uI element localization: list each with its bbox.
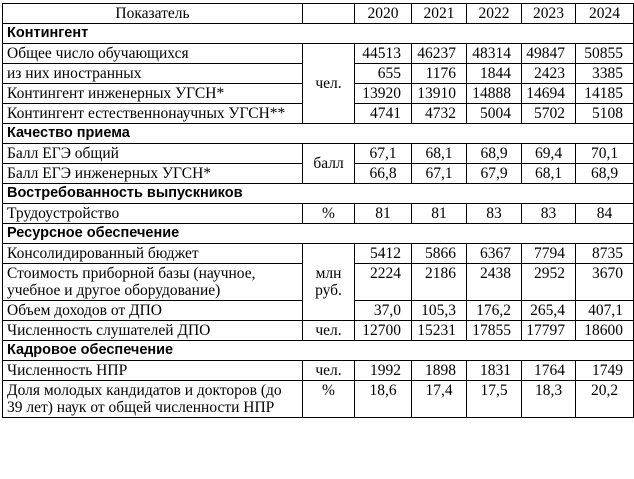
value-cell: 83 (522, 204, 576, 224)
value-cell: 5702 (522, 104, 576, 124)
unit-cell: млн руб. (303, 244, 355, 321)
section-title: Кадровое обеспечение (3, 341, 634, 361)
indicators-table (2, 3, 634, 418)
value-cell: 48314 (467, 44, 522, 64)
row-label: Контингент инженерных УГСН* (3, 84, 303, 104)
section-row (3, 24, 634, 44)
value-cell: 68,1 (412, 144, 467, 164)
value-cell: 44513 (355, 44, 412, 64)
value-cell: 15231 (412, 321, 467, 341)
value-cell: 4741 (355, 104, 412, 124)
value-cell: 67,9 (467, 164, 522, 184)
value-cell: 17855 (467, 321, 522, 341)
value-cell: 67,1 (355, 144, 412, 164)
value-cell: 14888 (467, 84, 522, 104)
table-row (3, 321, 634, 341)
value-cell: 70,1 (576, 144, 634, 164)
value-cell: 13910 (412, 84, 467, 104)
value-cell: 84 (576, 204, 634, 224)
row-label: Контингент естественнонаучных УГСН** (3, 104, 303, 124)
header-year-2024: 2024 (576, 4, 634, 24)
value-cell: 49847 (522, 44, 576, 64)
table-row (3, 361, 634, 381)
unit-cell: % (303, 381, 355, 418)
row-label: Доля молодых кандидатов и докторов (до 39 лет) наук от общей численности НПР (3, 381, 303, 418)
value-cell: 5108 (576, 104, 634, 124)
value-cell: 3385 (576, 64, 634, 84)
value-cell: 67,1 (412, 164, 467, 184)
value-cell: 1176 (412, 64, 467, 84)
header-year-2022: 2022 (467, 4, 522, 24)
table-row (3, 44, 634, 64)
value-cell: 5866 (412, 244, 467, 264)
value-cell: 18,6 (355, 381, 412, 418)
value-cell: 2423 (522, 64, 576, 84)
value-cell: 17,4 (412, 381, 467, 418)
row-label: Стоимость приборной базы (научное, учебное и другое оборудование) (3, 264, 303, 301)
table-row (3, 204, 634, 224)
section-row (3, 224, 634, 244)
row-label: Консолидированный бюджет (3, 244, 303, 264)
value-cell: 68,9 (467, 144, 522, 164)
value-cell: 1749 (576, 361, 634, 381)
value-cell: 69,4 (522, 144, 576, 164)
section-row (3, 184, 634, 204)
table-row (3, 144, 634, 164)
value-cell: 50855 (576, 44, 634, 64)
row-label: из них иностранных (3, 64, 303, 84)
value-cell: 12700 (355, 321, 412, 341)
value-cell: 655 (355, 64, 412, 84)
table-row (3, 244, 634, 264)
value-cell: 1764 (522, 361, 576, 381)
section-row (3, 341, 634, 361)
section-title: Контингент (3, 24, 634, 44)
value-cell: 407,1 (576, 301, 634, 321)
row-label: Балл ЕГЭ инженерных УГСН* (3, 164, 303, 184)
header-year-2023: 2023 (522, 4, 576, 24)
row-label: Численность НПР (3, 361, 303, 381)
value-cell: 2224 (355, 264, 412, 301)
value-cell: 66,8 (355, 164, 412, 184)
row-label: Трудоустройство (3, 204, 303, 224)
unit-cell: балл (303, 144, 355, 184)
value-cell: 3670 (576, 264, 634, 301)
value-cell: 1992 (355, 361, 412, 381)
unit-cell: чел. (303, 44, 355, 124)
value-cell: 5004 (467, 104, 522, 124)
value-cell: 81 (355, 204, 412, 224)
value-cell: 5412 (355, 244, 412, 264)
value-cell: 68,1 (522, 164, 576, 184)
section-title: Ресурсное обеспечение (3, 224, 634, 244)
value-cell: 2438 (467, 264, 522, 301)
value-cell: 265,4 (522, 301, 576, 321)
value-cell: 176,2 (467, 301, 522, 321)
section-title: Востребованность выпускников (3, 184, 634, 204)
header-unit (303, 4, 355, 24)
value-cell: 37,0 (355, 301, 412, 321)
value-cell: 13920 (355, 84, 412, 104)
unit-cell: чел. (303, 361, 355, 381)
row-label: Объем доходов от ДПО (3, 301, 303, 321)
value-cell: 18,3 (522, 381, 576, 418)
row-label: Численность слушателей ДПО (3, 321, 303, 341)
value-cell: 1831 (467, 361, 522, 381)
value-cell: 8735 (576, 244, 634, 264)
row-label: Общее число обучающихся (3, 44, 303, 64)
value-cell: 17,5 (467, 381, 522, 418)
unit-cell: чел. (303, 321, 355, 341)
value-cell: 18600 (576, 321, 634, 341)
value-cell: 1844 (467, 64, 522, 84)
value-cell: 14185 (576, 84, 634, 104)
value-cell: 105,3 (412, 301, 467, 321)
header-year-2021: 2021 (412, 4, 467, 24)
value-cell: 1898 (412, 361, 467, 381)
value-cell: 2186 (412, 264, 467, 301)
value-cell: 81 (412, 204, 467, 224)
value-cell: 20,2 (576, 381, 634, 418)
value-cell: 46237 (412, 44, 467, 64)
header-indicator: Показатель (3, 4, 303, 24)
header-year-2020: 2020 (355, 4, 412, 24)
value-cell: 6367 (467, 244, 522, 264)
table-row (3, 381, 634, 418)
value-cell: 4732 (412, 104, 467, 124)
row-label: Балл ЕГЭ общий (3, 144, 303, 164)
value-cell: 2952 (522, 264, 576, 301)
value-cell: 83 (467, 204, 522, 224)
unit-cell: % (303, 204, 355, 224)
value-cell: 7794 (522, 244, 576, 264)
value-cell: 68,9 (576, 164, 634, 184)
section-title: Качество приема (3, 124, 634, 144)
value-cell: 17797 (522, 321, 576, 341)
value-cell: 14694 (522, 84, 576, 104)
table-header-row (3, 4, 634, 24)
section-row (3, 124, 634, 144)
